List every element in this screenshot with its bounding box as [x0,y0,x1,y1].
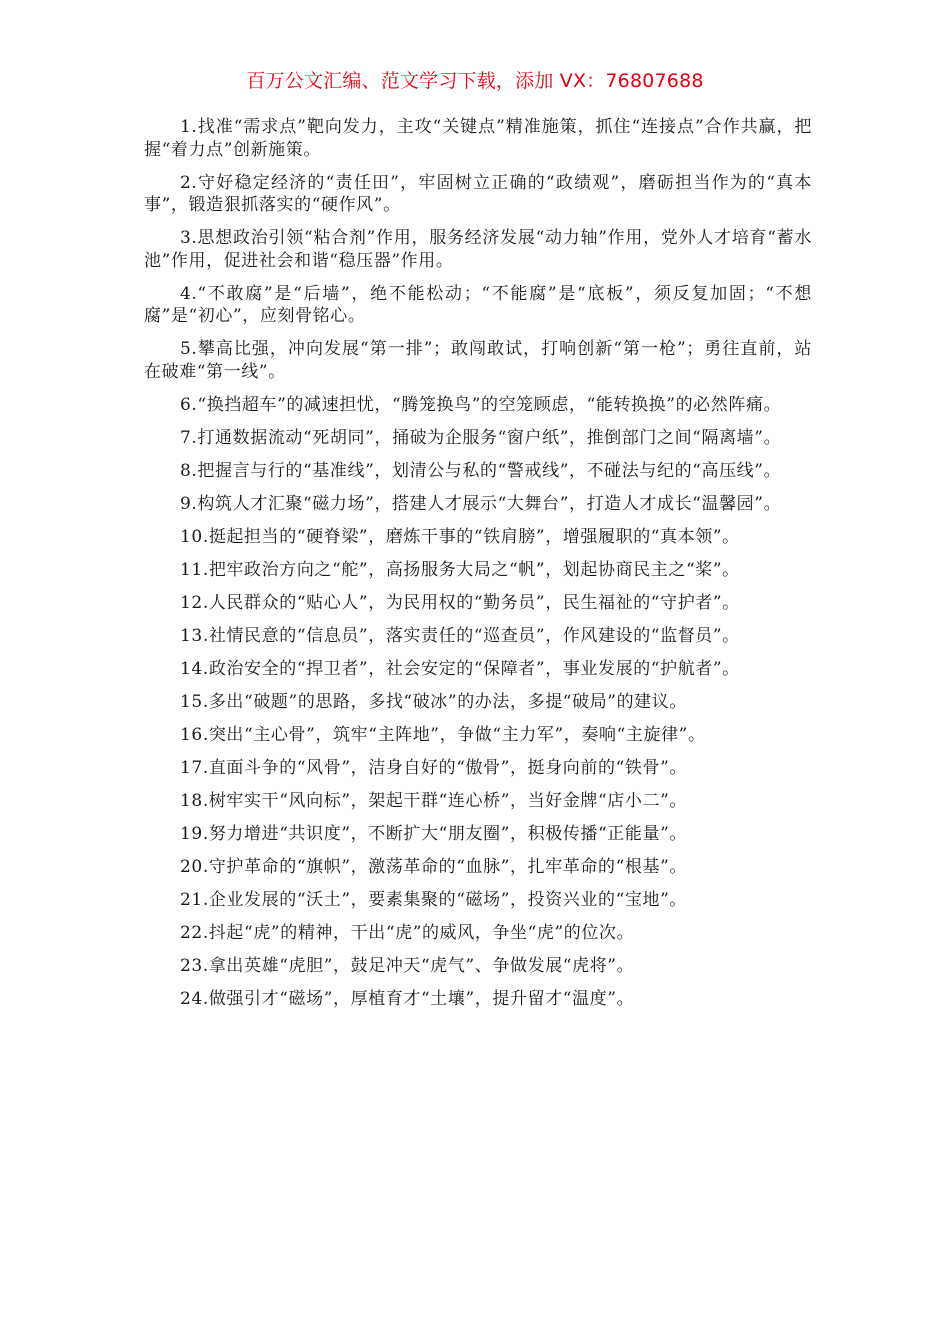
list-item: 23.拿出英雄“虎胆”，鼓足冲天“虎气”、争做发展“虎将”。 [180,955,635,976]
list-item: 4.“不敢腐”是“后墙”，绝不能松动；“不能腐”是“底板”，须反复加固；“不想腐”是“初心”，应刻骨铭心。 [144,283,812,326]
list-item: 18.树牢实干“风向标”，架起干群“连心桥”，当好金牌“店小二”。 [180,790,687,811]
list-item: 17.直面斗争的“风骨”，洁身自好的“傲骨”，挺身向前的“铁骨”。 [180,757,687,778]
list-item: 6.“换挡超车”的减速担忧，“腾笼换鸟”的空笼顾虑，“能转换换”的必然阵痛。 [180,394,782,415]
page-header: 百万公文汇编、范文学习下载，添加 VX：76807688 [246,70,704,92]
list-item: 16.突出“主心骨”，筑牢“主阵地”，争做“主力军”，奏响“主旋律”。 [180,724,706,745]
document-body [144,116,812,1021]
list-item: 20.守护革命的“旗帜”，激荡革命的“血脉”，扎牢革命的“根基”。 [180,856,687,877]
list-item: 19.努力增进“共识度”，不断扩大“朋友圈”，积极传播“正能量”。 [180,823,687,844]
list-item: 13.社情民意的“信息员”，落实责任的“巡查员”，作风建设的“监督员”。 [180,625,740,646]
list-item: 3.思想政治引领“粘合剂”作用，服务经济发展“动力轴”作用，党外人才培育“蓄水池”作用，促进社会和谐“稳压器”作用。 [144,228,812,271]
list-item: 5.攀高比强，冲向发展“第一排”；敢闯敢试，打响创新“第一枪”；勇往直前，站在破难“第一线”。 [144,339,812,382]
list-item: 1.找准“需求点”靶向发力，主攻“关键点”精准施策，抓住“连接点”合作共赢，把握“着力点”创新施策。 [144,117,812,160]
list-item: 21.企业发展的“沃土”，要素集聚的“磁场”，投资兴业的“宝地”。 [180,889,687,910]
list-item: 24.做强引才“磁场”，厚植育才“土壤”，提升留才“温度”。 [180,988,635,1009]
list-item: 15.多出“破题”的思路，多找“破冰”的办法，多提“破局”的建议。 [180,691,687,712]
list-item: 10.挺起担当的“硬脊梁”，磨炼干事的“铁肩膀”，增强履职的“真本领”。 [180,526,740,547]
list-item: 9.构筑人才汇聚“磁力场”，搭建人才展示“大舞台”，打造人才成长“温馨园”。 [180,493,782,514]
list-item: 8.把握言与行的“基准线”，划清公与私的“警戒线”，不碰法与纪的“高压线”。 [180,460,782,481]
list-item: 2.守好稳定经济的“责任田”，牢固树立正确的“政绩观”，磨砺担当作为的“真本事”，锻造狠抓落实的“硬作风”。 [144,172,812,215]
list-item: 12.人民群众的“贴心人”，为民用权的“勤务员”，民生福祉的“守护者”。 [180,592,740,613]
list-item: 22.抖起“虎”的精神，干出“虎”的威风，争坐“虎”的位次。 [180,922,635,943]
list-item: 7.打通数据流动“死胡同”，捅破为企服务“窗户纸”，推倒部门之间“隔离墙”。 [180,427,782,448]
list-item: 14.政治安全的“捍卫者”，社会安定的“保障者”，事业发展的“护航者”。 [180,658,740,679]
list-item: 11.把牢政治方向之“舵”，高扬服务大局之“帆”，划起协商民主之“桨”。 [180,559,740,580]
